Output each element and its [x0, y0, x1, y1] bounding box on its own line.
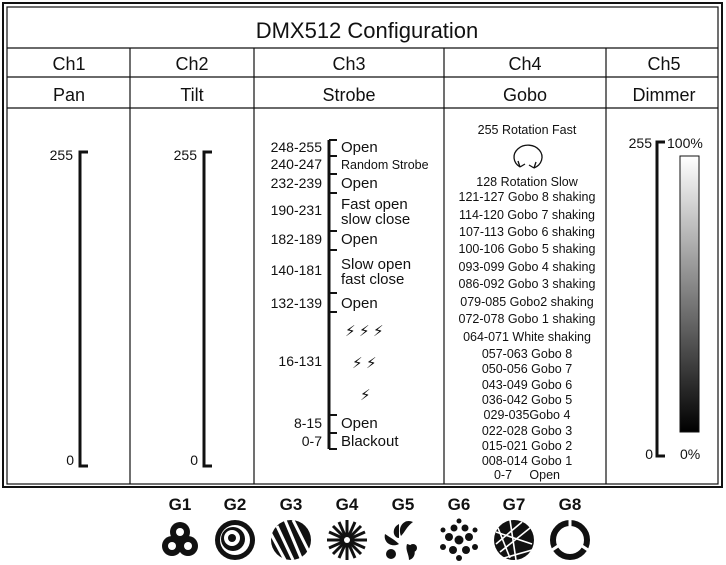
gobo-entry: 072-078 Gobo 1 shaking [458, 312, 596, 326]
strobe-label-open: Open [341, 295, 378, 312]
gobo-entry: 100-106 Gobo 5 shaking [458, 242, 596, 256]
gobo-entry: 064-071 White shaking [463, 330, 591, 344]
gobo-wheel-label: G5 [391, 495, 415, 514]
strobe-range: 248-255 [270, 139, 322, 155]
function-tilt: Tilt [180, 85, 204, 105]
gobo-entry: 114-120 Gobo 7 shaking [459, 208, 595, 222]
strobe-label-open: Open [341, 231, 378, 248]
gobo-2-icon [215, 520, 255, 560]
dimmer-scale [629, 135, 703, 462]
dimmer-max-percent: 100% [667, 135, 703, 151]
gobo-wheel-label: G7 [502, 495, 526, 514]
strobe-label-fast-open-1: Fast open [341, 196, 408, 213]
svg-text:⚡: ⚡ [345, 323, 356, 340]
gobo-entry: 022-028 Gobo 3 [481, 424, 573, 438]
gobo-entry: 029-035Gobo 4 [483, 408, 571, 422]
gobo-5-icon [385, 521, 417, 560]
strobe-range: 8-15 [293, 415, 322, 431]
dimmer-min-label: 0 [645, 446, 653, 462]
tilt-min-label: 0 [190, 452, 198, 468]
rotation-arrows-icon [514, 145, 542, 168]
gobo-entry: 121-127 Gobo 8 shaking [458, 190, 596, 204]
svg-text:⚡: ⚡ [360, 387, 371, 404]
lightning-icon [360, 387, 371, 404]
svg-text:⚡: ⚡ [366, 355, 377, 372]
strobe-scale [271, 139, 429, 450]
gobo-entry: 107-113 Gobo 6 shaking [459, 225, 595, 239]
gobo-wheel-labels [169, 495, 582, 514]
strobe-label-slow-open-1: Slow open [341, 256, 412, 273]
pan-min-label: 0 [66, 452, 74, 468]
tilt-max-label: 255 [173, 147, 197, 163]
gobo-wheel-label: G4 [335, 495, 359, 514]
gobo-wheel-label: G3 [279, 495, 303, 514]
strobe-range: 0-7 [301, 433, 322, 449]
gobo-1-icon [162, 522, 198, 556]
channel-header-4: Ch4 [508, 54, 542, 74]
gobo-wheel-label: G8 [558, 495, 582, 514]
dimmer-min-percent: 0% [680, 446, 701, 462]
gobo-entry: 086-092 Gobo 3 shaking [458, 277, 596, 291]
gobo-entry: 057-063 Gobo 8 [481, 347, 573, 361]
dimmer-max-label: 255 [628, 135, 652, 151]
svg-text:⚡: ⚡ [359, 323, 370, 340]
gobo-3-icon [271, 520, 311, 560]
gobo-entry: 043-049 Gobo 6 [481, 378, 573, 392]
channel-header-5: Ch5 [647, 54, 681, 74]
gobo-rotation-slow: 128 Rotation Slow [476, 175, 578, 189]
strobe-range: 182-189 [270, 231, 322, 247]
tilt-scale [174, 147, 212, 468]
function-pan: Pan [52, 85, 86, 105]
strobe-range: 240-247 [270, 156, 322, 172]
strobe-label-fast-open-2: slow close [341, 211, 411, 228]
gobo-entry: 015-021 Gobo 2 [481, 439, 573, 453]
gobo-entry: 0-7 Open [493, 468, 561, 482]
dimmer-gradient-bar [680, 156, 699, 432]
tilt-bracket [204, 152, 212, 466]
lightning-icon [345, 323, 384, 340]
strobe-label-open: Open [341, 139, 378, 156]
strobe-label-slow-open-2: fast close [341, 271, 405, 288]
diagram-title: DMX512 Configuration [255, 18, 479, 43]
gobo-8-icon [552, 519, 588, 557]
strobe-range: 132-139 [270, 295, 322, 311]
svg-text:⚡: ⚡ [352, 355, 363, 372]
gobo-wheel-label: G1 [168, 495, 192, 514]
channel-header-3: Ch3 [332, 54, 366, 74]
gobo-entry: 093-099 Gobo 4 shaking [458, 260, 596, 274]
dimmer-bracket [657, 142, 665, 456]
gobo-wheel-label: G6 [447, 495, 471, 514]
strobe-label-open: Open [341, 415, 378, 432]
channel-header-1: Ch1 [52, 54, 86, 74]
gobo-4-icon [327, 520, 367, 560]
lightning-icon [352, 355, 377, 372]
gobo-entry: 050-056 Gobo 7 [481, 362, 573, 376]
strobe-range: 16-131 [278, 353, 322, 369]
svg-text:⚡: ⚡ [373, 323, 384, 340]
strobe-label-random: Random Strobe [341, 158, 429, 172]
pan-max-label: 255 [49, 147, 73, 163]
channel-header-2: Ch2 [175, 54, 209, 74]
gobo-list [459, 123, 596, 482]
gobo-entry: 079-085 Gobo2 shaking [460, 295, 594, 309]
function-dimmer: Dimmer [632, 85, 696, 105]
gobo-entry: 008-014 Gobo 1 [481, 454, 573, 468]
gobo-7-icon [494, 520, 534, 560]
strobe-range: 190-231 [270, 202, 322, 218]
gobo-6-icon [440, 519, 478, 562]
strobe-range: 232-239 [270, 175, 322, 191]
pan-bracket [80, 152, 88, 466]
gobo-wheel-label: G2 [223, 495, 247, 514]
gobo-entry: 036-042 Gobo 5 [481, 393, 573, 407]
strobe-label-blackout: Blackout [341, 433, 399, 450]
pan-scale [50, 147, 88, 468]
gobo-rotation-fast: 255 Rotation Fast [477, 123, 577, 137]
function-gobo: Gobo [502, 85, 548, 105]
function-strobe: Strobe [322, 85, 376, 105]
strobe-label-open: Open [341, 175, 378, 192]
strobe-range: 140-181 [270, 262, 322, 278]
